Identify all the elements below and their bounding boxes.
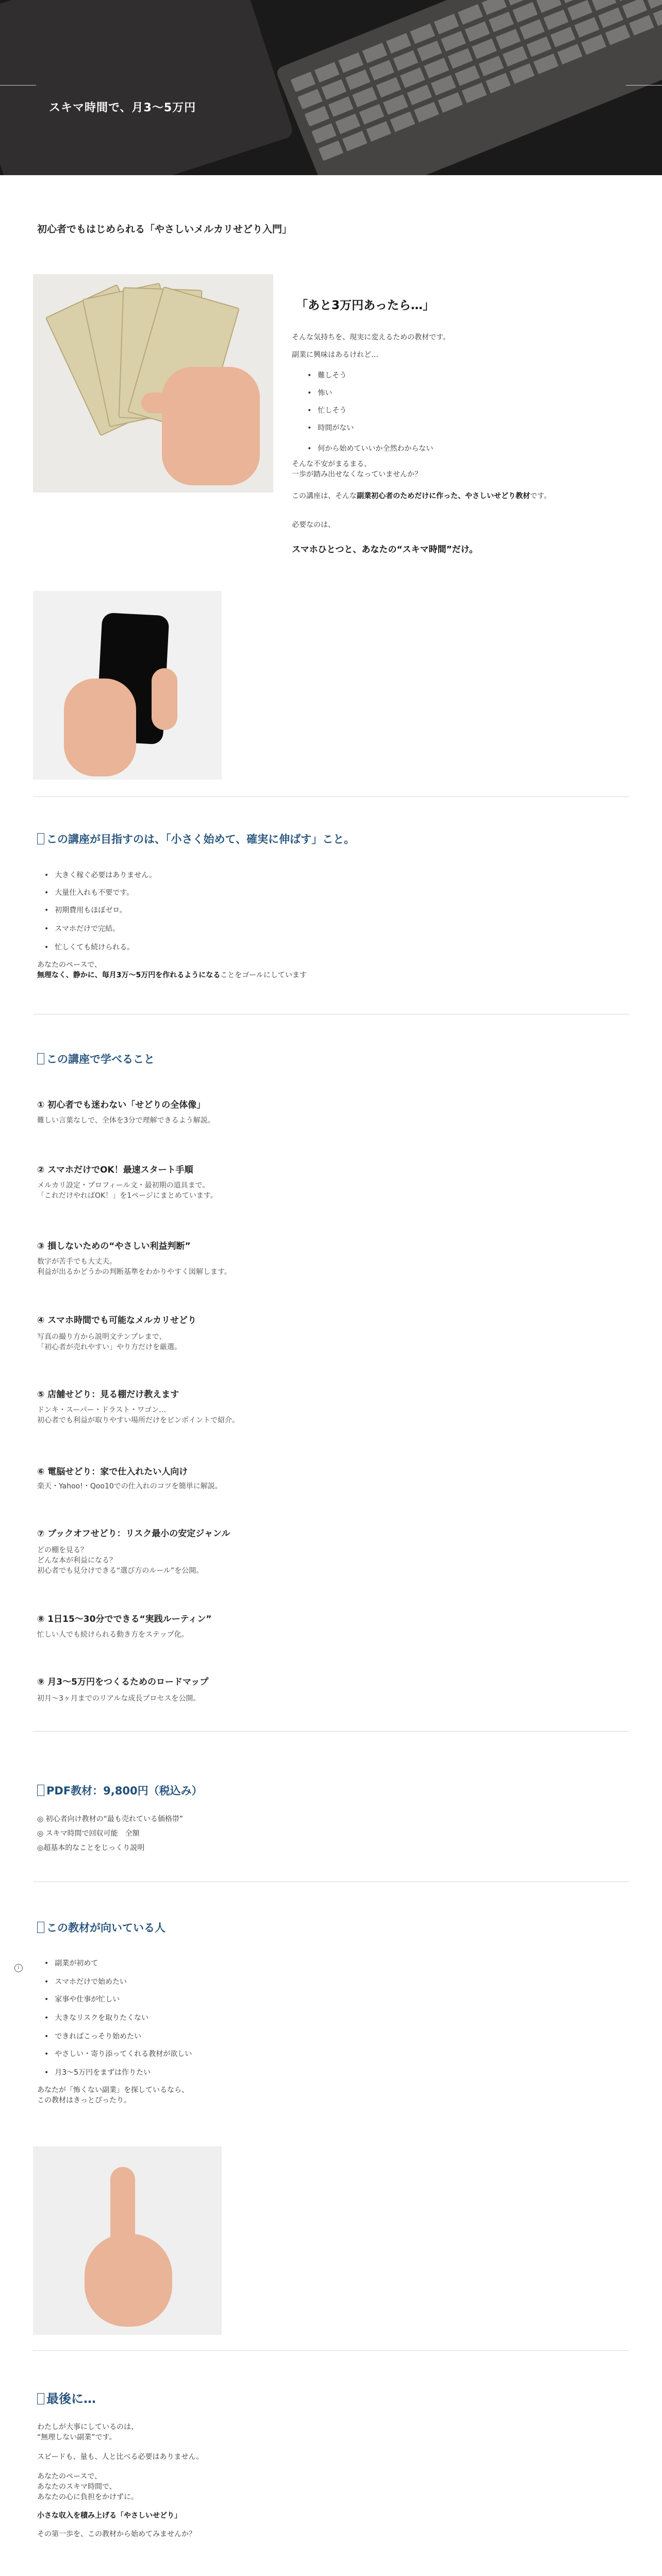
money-hand-image bbox=[33, 274, 273, 493]
last-text: あなたの心に負担をかけずに。 bbox=[37, 2493, 138, 2501]
worry-item: • 忙しそう bbox=[307, 405, 346, 415]
learn-item-desc: どんな本が利益になる？ bbox=[37, 1556, 117, 1565]
fit-item: • やさしい・寄り添ってくれる教材が欲しい bbox=[44, 2048, 192, 2059]
divider bbox=[33, 796, 629, 797]
learn-item-title: ① 初心者でも迷わない「せどりの全体像」 bbox=[37, 1100, 206, 1110]
learn-item-desc: 初心者でも利益が取りやすい場所だけをピンポイントで紹介。 bbox=[37, 1416, 239, 1425]
hero-divider-right bbox=[626, 85, 662, 86]
learn-item-desc: 初月〜3ヶ月までのリアルな成長プロセスを公開。 bbox=[37, 1694, 201, 1703]
learn-item-desc: 「初心者が売れやすい」やり方だけを厳選。 bbox=[37, 1343, 181, 1351]
info-icon: i bbox=[14, 1964, 23, 1972]
goal-statement: 無理なく、静かに、毎月3万〜5万円を作れるようになることをゴールにしています bbox=[37, 971, 307, 979]
intro-needs: 必要なのは、 bbox=[292, 521, 335, 529]
intro-after: 一歩が踏み出せなくなっていませんか？ bbox=[292, 470, 422, 479]
fit-item: • スマホだけで始めたい bbox=[44, 1976, 127, 1987]
learn-item-title: ⑨ 月3〜5万円をつくるためのロードマップ bbox=[37, 1677, 209, 1687]
last-text: “無理しない副業”です。 bbox=[37, 2433, 117, 2442]
pointing-hand-image bbox=[33, 2146, 222, 2335]
last-text: わたしが大事にしているのは、 bbox=[37, 2423, 138, 2431]
fit-item: • 大きなリスクを取りたくない bbox=[44, 2012, 148, 2023]
fit-item: • 月3〜5万円をまずは作りたい bbox=[44, 2067, 151, 2077]
fit-item: • 家事や仕事が忙しい bbox=[44, 1994, 120, 2004]
worry-item: • 難しそう bbox=[307, 370, 346, 380]
divider bbox=[33, 1731, 629, 1732]
learn-item-desc: 数字が苦手でも大丈夫。 bbox=[37, 1258, 117, 1266]
intro-line: そんな気持ちを、現実に変えるための教材です。 bbox=[292, 333, 450, 342]
intro-after: そんな不安がまるまる、 bbox=[292, 460, 371, 468]
intro-closing: スマホひとつと、あなたの“スキマ時間”だけ。 bbox=[292, 545, 478, 555]
learn-item-desc: 写真の撮り方から説明文テンプレまで、 bbox=[37, 1333, 167, 1341]
fit-item: • 副業が初めて bbox=[44, 1958, 98, 1968]
last-text: スピードも、量も、人と比べる必要はありません。 bbox=[37, 2453, 204, 2461]
price-point: ◎超基本的なことをじっくり説明 bbox=[37, 1844, 145, 1852]
phone-hand-image bbox=[33, 591, 222, 779]
learn-heading: この講座で学べること bbox=[37, 1051, 155, 1066]
divider bbox=[33, 2350, 629, 2351]
last-heading: 最後に… bbox=[37, 2388, 96, 2406]
learn-item-desc: どの棚を見る？ bbox=[37, 1546, 88, 1554]
last-text: あなたのペースで、 bbox=[37, 2472, 102, 2481]
goal-item: • 初期費用もほぼゼロ。 bbox=[44, 905, 127, 915]
price-point: ◎ 初心者向け教材の“最も売れている価格帯” bbox=[37, 1815, 184, 1823]
fit-item: • できればこっそり始めたい bbox=[44, 2031, 141, 2041]
intro-line: 副業に興味はあるけれど… bbox=[292, 351, 378, 359]
intro-heading: 初心者でもはじめられる「やさしいメルカリせどり入門」 bbox=[37, 224, 292, 235]
learn-item-title: ③ 損しないための“やさしい利益判断” bbox=[37, 1241, 191, 1251]
learn-item-desc: 初心者でも見分けできる“選び方のルール”を公開。 bbox=[37, 1567, 204, 1575]
learn-item-title: ⑧ 1日15〜30分でできる“実践ルーティン” bbox=[37, 1614, 212, 1624]
goal-item: • 大きく稼ぐ必要はありません。 bbox=[44, 870, 156, 880]
price-heading: PDF教材：9,800円（税込み） bbox=[37, 1783, 203, 1798]
hero-title: スキマ時間で、月3〜5万円 bbox=[49, 101, 196, 114]
goal-heading: この講座が目指すのは、「小さく始めて、確実に伸ばす」こと。 bbox=[37, 831, 355, 846]
goal-pace: あなたのペースで、 bbox=[37, 961, 102, 969]
learn-item-title: ⑤ 店舗せどり：見る棚だけ教えます bbox=[37, 1389, 179, 1400]
goal-item: • スマホだけで完結。 bbox=[44, 923, 120, 934]
worry-item: • 怖い bbox=[307, 387, 332, 398]
fit-heading: この教材が向いている人 bbox=[37, 1920, 166, 1935]
learn-item-desc: 難しい言葉なしで、全体を3分で理解できるよう解説。 bbox=[37, 1116, 215, 1125]
goal-item: • 忙しくても続けられる。 bbox=[44, 942, 134, 952]
intro-quote: 「あと3万円あったら…」 bbox=[296, 299, 435, 312]
last-text: その第一歩を、この教材から始めてみませんか？ bbox=[37, 2530, 196, 2538]
learn-item-desc: ドンキ・スーパー・ドラスト・ワゴン… bbox=[37, 1406, 167, 1414]
learn-item-desc: メルカリ設定・プロフィール文・最初期の道具まで。 bbox=[37, 1181, 210, 1190]
learn-item-desc: 忙しい人でも続けられる動き方をステップ化。 bbox=[37, 1631, 189, 1639]
learn-item-title: ⑦ ブックオフせどり：リスク最小の安定ジャンル bbox=[37, 1529, 230, 1539]
learn-item-desc: 楽天・Yahoo!・Qoo10での仕入れのコツを簡単に解説。 bbox=[37, 1482, 222, 1490]
hero-banner bbox=[0, 0, 662, 175]
goal-item: • 大量仕入れも不要です。 bbox=[44, 887, 134, 897]
learn-item-title: ⑥ 電脳せどり：家で仕入れたい人向け bbox=[37, 1467, 188, 1477]
worry-item: • 何から始めていいか全然わからない bbox=[307, 443, 433, 453]
fit-after: あなたが「怖くない副業」を探しているなら、 bbox=[37, 2086, 189, 2094]
learn-item-title: ② スマホだけでOK！最速スタート手順 bbox=[37, 1165, 193, 1175]
hero-divider-left bbox=[0, 85, 36, 86]
learn-item-title: ④ スマホ時間でも可能なメルカリせどり bbox=[37, 1315, 196, 1326]
last-text: あなたのスキマ時間で、 bbox=[37, 2483, 117, 2491]
learn-item-desc: 「これだけやればOK！」を1ページにまとめています。 bbox=[37, 1192, 218, 1200]
course-line: この講座は、そんな副業初心者のためだけに作った、やさしいせどり教材です。 bbox=[292, 492, 551, 500]
worry-item: • 時間がない bbox=[307, 422, 354, 433]
price-point: ◎ スキマ時間で回収可能 全額 bbox=[37, 1829, 140, 1838]
fit-after: この教材はきっとぴったり。 bbox=[37, 2096, 131, 2105]
learn-item-desc: 利益が出るかどうかの判断基準をわかりやすく図解します。 bbox=[37, 1268, 231, 1276]
last-bold: 小さな収入を積み上げる「やさしいせどり」 bbox=[37, 2512, 181, 2520]
